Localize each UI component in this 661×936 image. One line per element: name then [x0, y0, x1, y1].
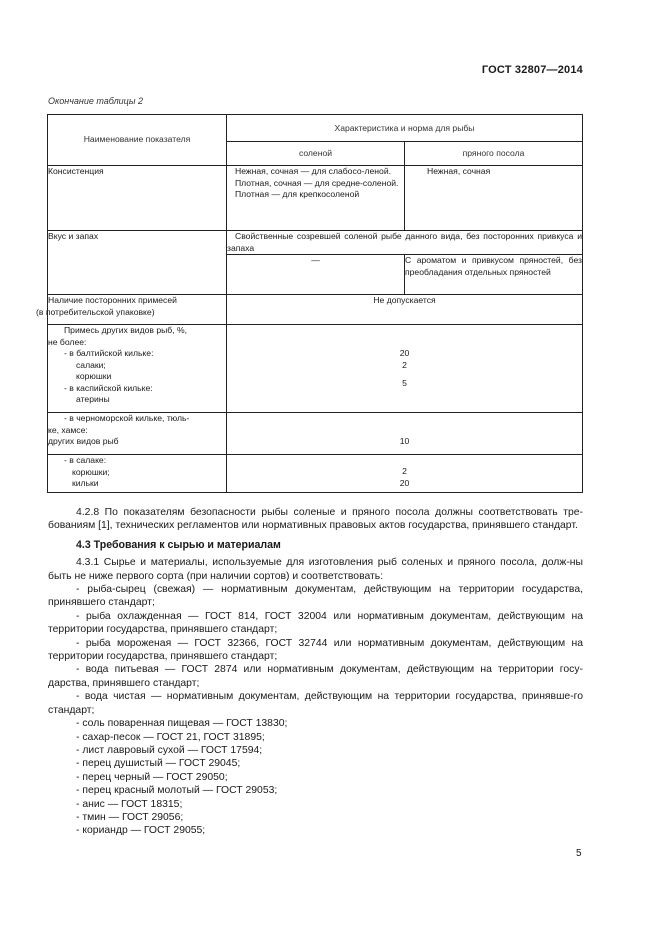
- taste-common: Свойственные созревшей соленой рыбе данного вида, без посторонних привкуса и запаха: [227, 231, 582, 253]
- salaka-values: 2 20: [227, 455, 583, 493]
- list-item: - вода чистая — нормативным документам, действующим на территории государства, принявше-го стандарт;: [48, 691, 583, 716]
- blacksea-value: 10: [227, 413, 583, 455]
- paragraph-4-3-1: 4.3.1 Сырье и материалы, используемые для изготовления рыб соленых и пряного посола, долж-ны быть не ниже первого сорта (при наличии сортов) и соответствовать:: [48, 557, 583, 582]
- table-caption: Окончание таблицы 2: [48, 96, 143, 106]
- requirements-table: [36, 114, 583, 493]
- header-indicator: Наименование показателя: [48, 115, 227, 166]
- table-row: [48, 166, 583, 231]
- row-label-impurities: Наличие посторонних примесей (в потребительской упаковке): [48, 295, 227, 325]
- table-row: [48, 231, 583, 255]
- table-row: [48, 413, 583, 455]
- list-item: - тмин — ГОСТ 29056;: [76, 811, 184, 823]
- table-row: [48, 295, 583, 325]
- list-item: - вода питьевая — ГОСТ 2874 или нормативным документам, действующим на территории госу-дарства, принявшего стандарт;: [48, 664, 583, 689]
- paragraph-4-2-8: 4.2.8 По показателям безопасности рыбы соленые и пряного посола должны соответствовать тре-бованиям [1], технических регламентов или нормативных правовых актов государства, принявшего стандарт.: [48, 507, 583, 532]
- list-item: - перец душистый — ГОСТ 29045;: [76, 758, 241, 770]
- table-row: [48, 455, 583, 493]
- consistency-spiced: Нежная, сочная: [405, 166, 583, 231]
- list-item: - лист лавровый сухой — ГОСТ 17594;: [76, 744, 263, 756]
- list-item: - кориандр — ГОСТ 29055;: [76, 825, 206, 837]
- page-number: 5: [576, 848, 582, 859]
- list-item: - соль поваренная пищевая — ГОСТ 13830;: [76, 718, 288, 730]
- list-item: - рыба мороженая — ГОСТ 32366, ГОСТ 32744 или нормативным документам, действующим на территории государства, принявшего стандарт;: [48, 637, 583, 663]
- taste-salted: —: [227, 255, 405, 295]
- row-label-blacksea: - в черноморской кильке, тюль- ке, хамсе: других видов рыб: [48, 413, 227, 455]
- list-item: - перец черный — ГОСТ 29050;: [76, 771, 228, 783]
- list-item: - рыба-сырец (свежая) — нормативным документам, действующим на территории государства, принявшего стандарт;: [48, 584, 583, 609]
- row-label-salaka: - в салаке: корюшки; кильки: [48, 455, 227, 493]
- list-item: - перец красный молотый — ГОСТ 29053;: [76, 785, 278, 797]
- admixture-values: 20 2 5: [227, 325, 583, 413]
- table-row: [48, 325, 583, 413]
- impurities-value: Не допускается: [227, 295, 583, 325]
- row-label-admixture: Примесь других видов рыб, %, не более: - в балтийской кильке: салаки; корюшки - в каспийской кильке: атерины: [48, 325, 227, 413]
- header-spiced: пряного посола: [405, 141, 583, 166]
- taste-spiced: С ароматом и привкусом пряностей, без преобладания отдельных пряностей: [405, 255, 583, 295]
- consistency-salted: Нежная, сочная — для слабосо-леной. Плотная, сочная — для средне-соленой. Плотная — для крепкосоленой: [227, 166, 405, 231]
- body-text: [48, 506, 583, 838]
- document-number: ГОСТ 32807—2014: [481, 64, 583, 76]
- list-item: - анис — ГОСТ 18315;: [76, 798, 183, 810]
- list-item: - рыба охлажденная — ГОСТ 814, ГОСТ 32004 или нормативным документам, действующим на территории государства, принявшего стандарт;: [48, 610, 583, 636]
- row-label-taste: Вкус и запах: [48, 231, 227, 295]
- section-heading-4-3: 4.3 Требования к сырью и материалам: [76, 538, 281, 551]
- row-label-consistency: Консистенция: [48, 166, 227, 231]
- header-salted: соленой: [227, 141, 405, 166]
- header-characteristic: Характеристика и норма для рыбы: [227, 115, 583, 142]
- list-item: - сахар-песок — ГОСТ 21, ГОСТ 31895;: [76, 731, 265, 743]
